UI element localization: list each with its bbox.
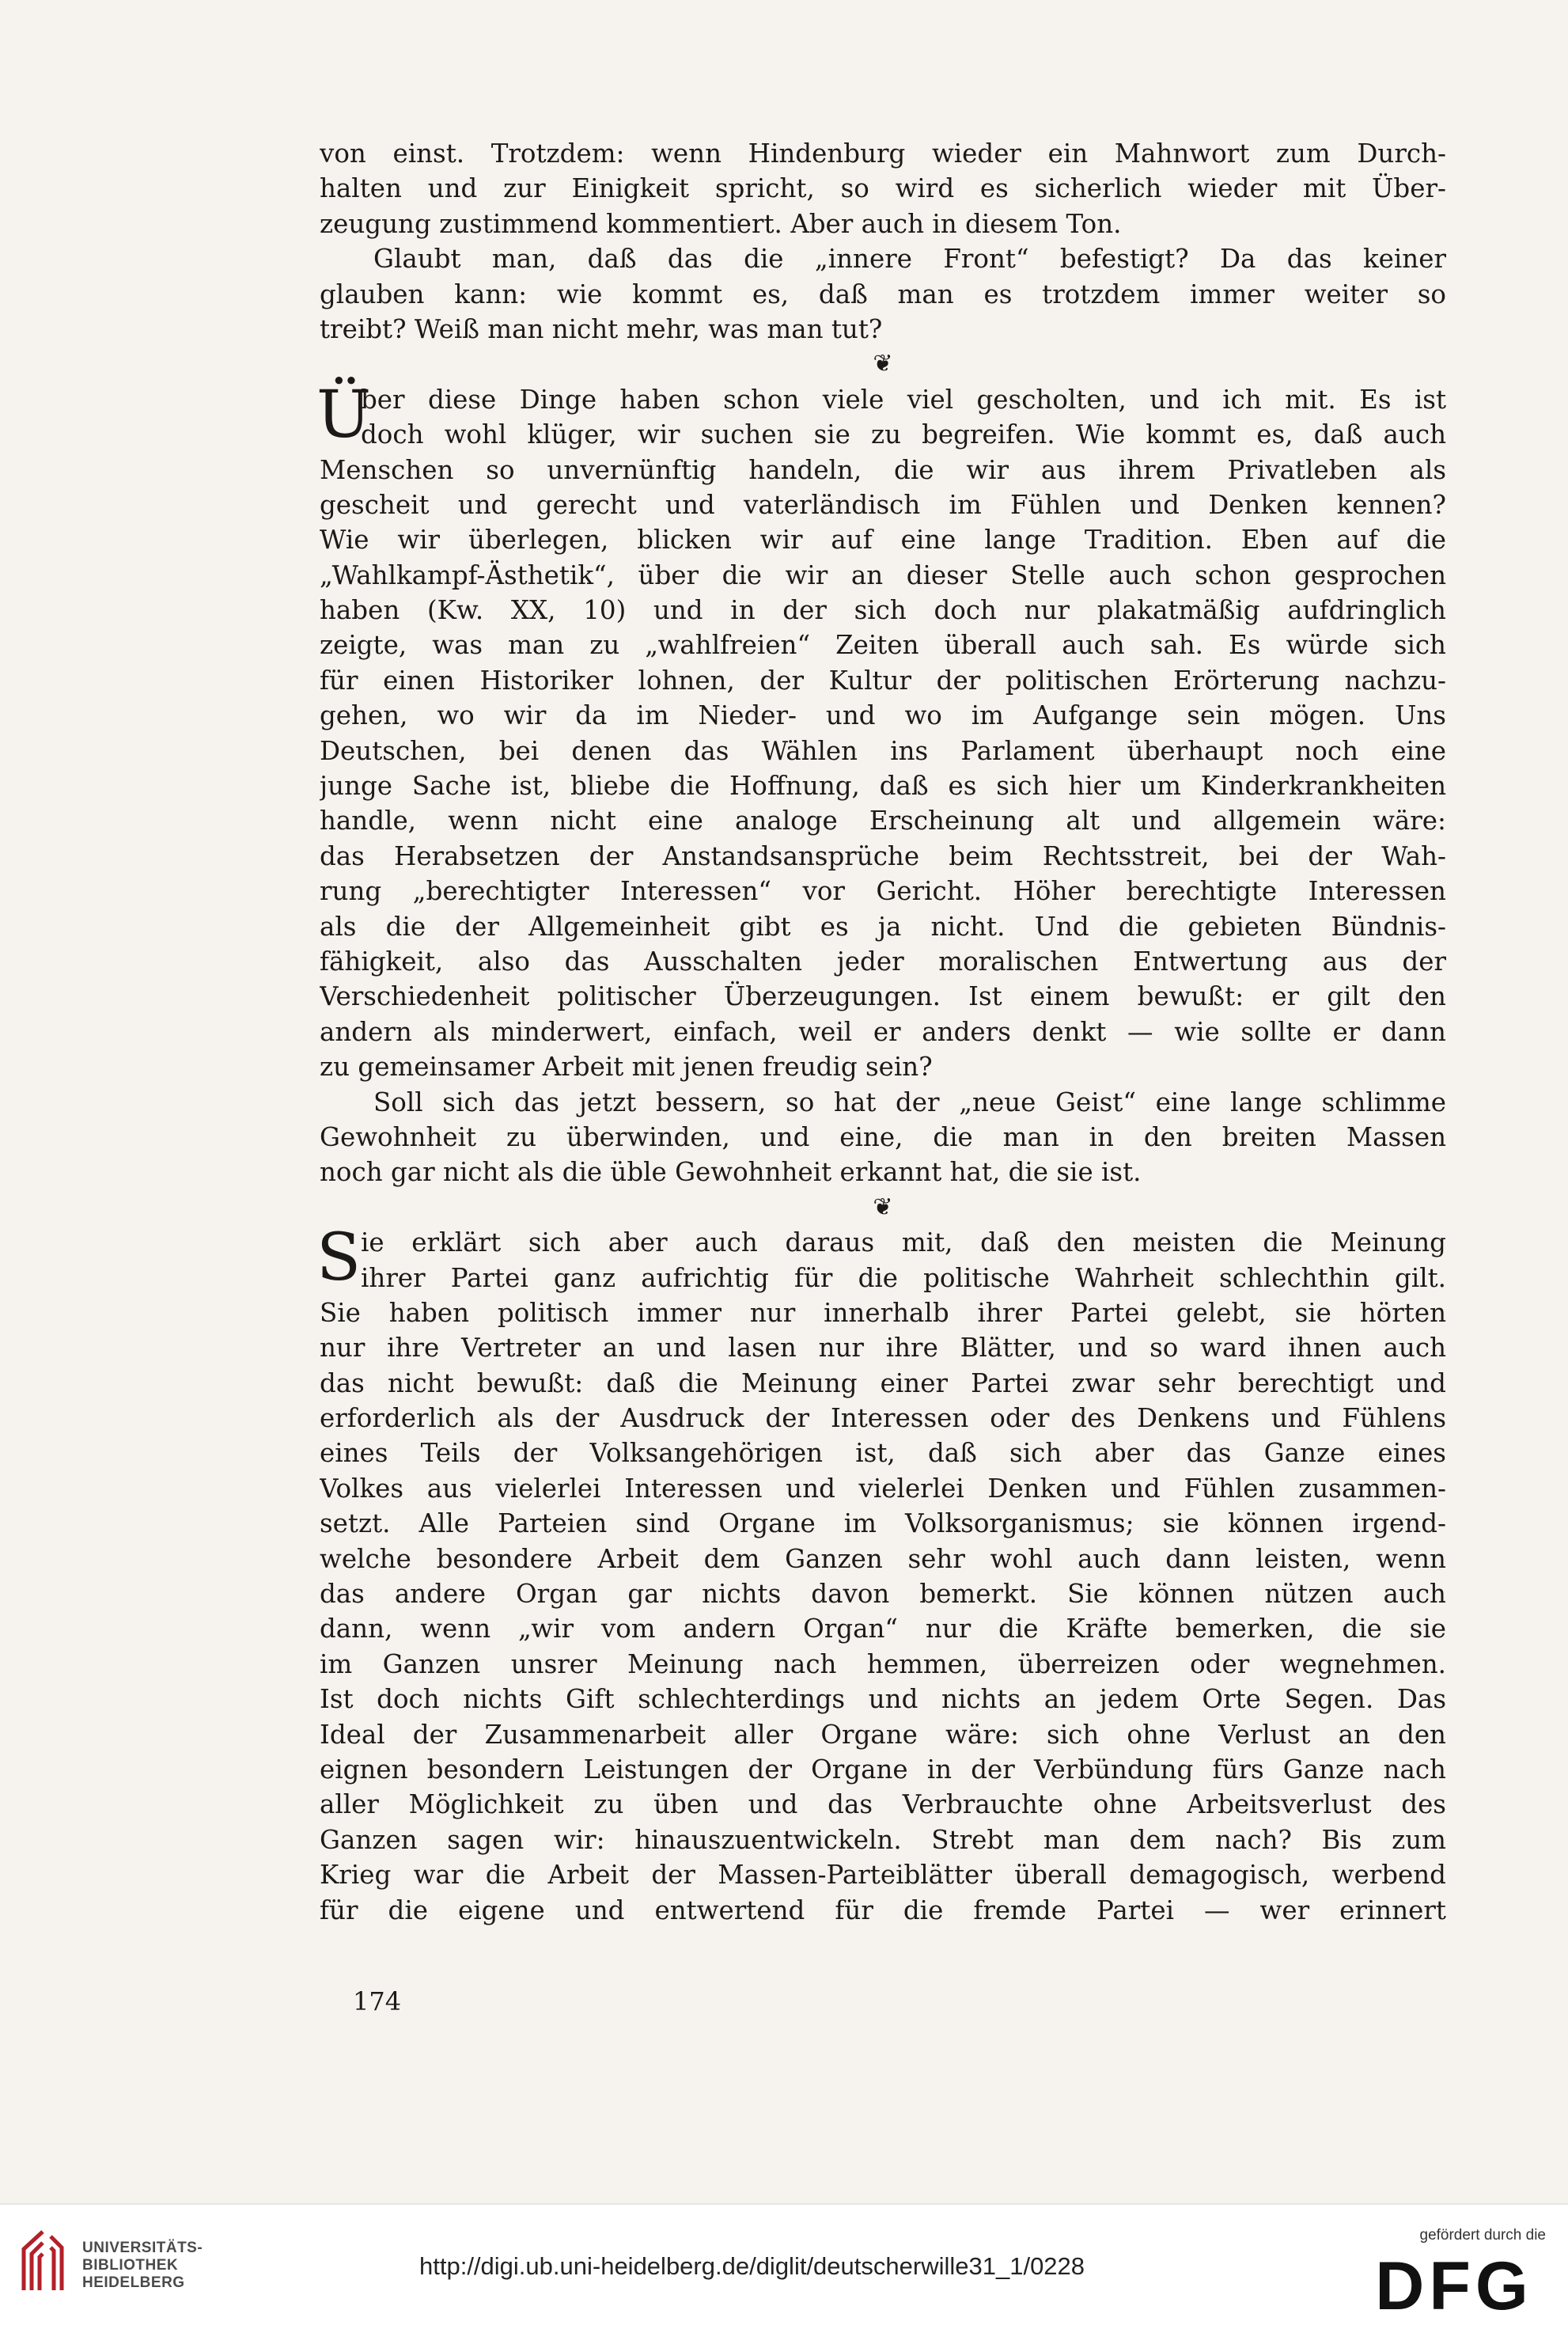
text-line-content: handle, wenn nicht eine analoge Erscheinung alt und allgemein wäre: <box>320 806 1446 836</box>
text-line-content: nur ihre Vertreter an und lasen nur ihre Blätter, und so ward ihnen auch <box>320 1333 1446 1364</box>
text-line <box>320 453 1446 487</box>
text-line <box>320 277 1446 312</box>
text-line <box>320 417 1446 452</box>
text-line-content: setzt. Alle Parteien sind Organe im Volksorganismus; sie können irgend- <box>320 1508 1446 1539</box>
text-line <box>320 522 1446 557</box>
text-line <box>320 1857 1446 1892</box>
text-line <box>320 171 1446 206</box>
text-line-content: dann, wenn „wir vom andern Organ“ nur die Kräfte bemerken, die sie <box>320 1614 1446 1644</box>
text-line <box>320 1295 1446 1330</box>
text-line <box>320 1576 1446 1611</box>
dfg-logo-icon <box>1362 2254 1546 2317</box>
text-line-content: junge Sache ist, bliebe die Hoffnung, daß es sich hier um Kinderkrankheiten <box>320 771 1446 802</box>
text-line <box>320 1717 1446 1752</box>
text-line <box>320 734 1446 768</box>
text-line-content: haben (Kw. XX, 10) und in der sich doch nur plakatmäßig aufdringlich <box>320 595 1446 626</box>
text-line-content: fähigkeit, also das Ausschalten jeder moralischen Entwertung aus der <box>320 946 1446 977</box>
permalink-url[interactable]: http://digi.ub.uni-heidelberg.de/diglit/deutscherwille31_1/0228 <box>419 2252 1085 2280</box>
text-line <box>320 1401 1446 1436</box>
text-line <box>320 663 1446 698</box>
text-line-content: noch gar nicht als die üble Gewohnheit erkannt hat, die sie ist. <box>320 1157 1142 1188</box>
text-line <box>320 803 1446 838</box>
text-line <box>320 558 1446 593</box>
text-line <box>320 1682 1446 1716</box>
text-line-content: Volkes aus vielerlei Interessen und vielerlei Denken und Fühlen zusammen- <box>320 1473 1446 1504</box>
text-line-content: Wie wir überlegen, blicken wir auf eine lange Tradition. Eben auf die <box>320 525 1446 556</box>
text-line-content: Krieg war die Arbeit der Massen-Parteiblätter überall demagogisch, werbend <box>320 1860 1446 1891</box>
text-line-content: Verschiedenheit politischer Überzeugungen. Ist einem bewußt: er gilt den <box>320 981 1446 1012</box>
text-line-content: eines Teils der Volksangehörigen ist, daß sich aber das Ganze eines <box>320 1438 1446 1469</box>
text-line <box>320 979 1446 1014</box>
text-line <box>320 1506 1446 1541</box>
text-line-content: Soll sich das jetzt bessern, so hat der „neue Geist“ eine lange schlimme <box>373 1087 1446 1117</box>
text-line-content: für die eigene und entwertend für die fremde Partei — wer erinnert <box>320 1895 1446 1925</box>
text-line-content: welche besondere Arbeit dem Ganzen sehr wohl auch dann leisten, wenn <box>320 1543 1446 1574</box>
text-line-content: ie erklärt sich aber auch daraus mit, daß den meisten die Meinung <box>361 1227 1446 1258</box>
page-number: 174 <box>353 1986 402 2016</box>
text-line-content: zu gemeinsamer Arbeit mit jenen freudig sein? <box>320 1052 933 1083</box>
text-line-content: rung „berechtigter Interessen“ vor Gericht. Höher berechtigte Interessen <box>320 876 1446 907</box>
text-line <box>320 1085 1446 1120</box>
text-line <box>320 944 1446 979</box>
text-line-content: zeugung zustimmend kommentiert. Aber auch in diesem Ton. <box>320 208 1122 239</box>
drop-cap: S <box>316 1220 362 1296</box>
text-line <box>320 1366 1446 1401</box>
text-line-content: andern als minderwert, einfach, weil er anders denkt — wie sollte er dann <box>320 1016 1446 1047</box>
library-name-line: UNIVERSITÄTS- <box>82 2240 203 2256</box>
funded-by-label: gefördert durch die <box>1419 2227 1546 2244</box>
library-name-line: BIBLIOTHEK <box>82 2257 179 2274</box>
text-line-content: gehen, wo wir da im Nieder- und wo im Aufgange sein mögen. Uns <box>320 700 1446 731</box>
text-line-content: Ideal der Zusammenarbeit aller Organe wäre: sich ohne Verlust an den <box>320 1719 1446 1750</box>
text-line <box>320 628 1446 662</box>
text-line <box>320 593 1446 628</box>
text-line <box>320 1436 1446 1470</box>
text-line-content: als die der Allgemeinheit gibt es ja nicht. Und die gebieten Bündnis- <box>320 911 1446 942</box>
text-line <box>320 136 1446 171</box>
dfg-logo-text: DFG <box>1375 2254 1533 2317</box>
text-line <box>320 1120 1446 1155</box>
text-line <box>320 698 1446 733</box>
text-line <box>320 839 1446 874</box>
text-line-content: Menschen so unvernünftig handeln, die wir aus ihrem Privatleben als <box>320 454 1446 485</box>
text-line-content: gescheit und gerecht und vaterländisch im Fühlen und Denken kennen? <box>320 489 1446 520</box>
text-line-content: im Ganzen unsrer Meinung nach hemmen, überreizen oder wegnehmen. <box>320 1648 1446 1679</box>
text-line-content: das andere Organ gar nichts davon bemerkt. Sie können nützen auch <box>320 1579 1446 1610</box>
text-line-content: erforderlich als der Ausdruck der Interessen oder des Denkens und Fühlens <box>320 1403 1446 1434</box>
text-line-content: treibt? Weiß man nicht mehr, was man tut? <box>320 313 883 344</box>
text-block <box>316 136 1446 1928</box>
text-line-content: ihrer Partei ganz aufrichtig für die politische Wahrheit schlechthin gilt. <box>361 1262 1446 1293</box>
text-line-content: „Wahlkampf-Ästhetik“, über die wir an dieser Stelle auch schon gesprochen <box>320 559 1446 590</box>
text-line <box>320 1330 1446 1365</box>
text-line-content: Sie haben politisch immer nur innerhalb ihrer Partei gelebt, sie hörten <box>320 1297 1446 1328</box>
text-line <box>320 1015 1446 1049</box>
text-line <box>320 1261 1446 1295</box>
text-line-content: Ist doch nichts Gift schlechterdings und nichts an jedem Orte Segen. Das <box>320 1684 1446 1715</box>
text-line-content: ber diese Dinge haben schon viele viel gescholten, und ich mit. Es ist <box>361 384 1446 415</box>
text-line <box>320 1471 1446 1506</box>
text-line-content: aller Möglichkeit zu üben und das Verbrauchte ohne Arbeitsverlust des <box>320 1789 1446 1820</box>
library-name <box>82 2240 203 2292</box>
text-line <box>320 241 1446 276</box>
university-library-logo-icon <box>19 2228 66 2295</box>
text-line <box>320 1155 1446 1189</box>
viewer-footer <box>0 2203 1568 2329</box>
text-line-content: das Herabsetzen der Anstandsansprüche beim Rechtsstreit, bei der Wah- <box>320 840 1446 871</box>
text-line <box>320 1049 1446 1084</box>
section-ornament: ❦ <box>873 1193 893 1221</box>
text-line <box>320 1611 1446 1646</box>
text-line <box>320 207 1446 241</box>
text-line-content: eignen besondern Leistungen der Organe in der Verbündung fürs Ganze nach <box>320 1754 1446 1785</box>
text-line <box>320 1647 1446 1682</box>
text-line-content: das nicht bewußt: daß die Meinung einer Partei zwar sehr berechtigt und <box>320 1367 1446 1398</box>
text-line <box>320 768 1446 803</box>
text-line-content: doch wohl klüger, wir suchen sie zu begreifen. Wie kommt es, daß auch <box>361 419 1446 450</box>
text-line-content: Deutschen, bei denen das Wählen ins Parlament überhaupt noch eine <box>320 735 1446 766</box>
text-line-content: halten und zur Einigkeit spricht, so wird es sicherlich wieder mit Über- <box>320 173 1446 204</box>
text-line <box>320 874 1446 908</box>
text-line-content: glauben kann: wie kommt es, daß man es trotzdem immer weiter so <box>320 279 1446 309</box>
section-ornament: ❦ <box>873 350 893 378</box>
text-line <box>320 1787 1446 1822</box>
text-line-content: Gewohnheit zu überwinden, und eine, die man in den breiten Massen <box>320 1121 1446 1152</box>
text-line <box>320 1542 1446 1576</box>
text-line-content: für einen Historiker lohnen, der Kultur der politischen Erörterung nachzu- <box>320 665 1446 696</box>
text-line-content: Ganzen sagen wir: hinauszuentwickeln. Strebt man dem nach? Bis zum <box>320 1824 1446 1855</box>
text-line-content: von einst. Trotzdem: wenn Hindenburg wieder ein Mahnwort zum Durch- <box>320 138 1446 169</box>
text-line <box>320 312 1446 347</box>
text-line <box>320 1893 1446 1928</box>
text-line-content: Glaubt man, daß das die „innere Front“ befestigt? Da das keiner <box>373 244 1446 275</box>
library-name-line: HEIDELBERG <box>82 2274 185 2291</box>
text-line <box>320 909 1446 944</box>
text-line <box>320 487 1446 522</box>
text-line <box>320 1823 1446 1857</box>
text-line-content: zeigte, was man zu „wahlfreien“ Zeiten überall auch sah. Es würde sich <box>320 630 1446 661</box>
text-line <box>320 1752 1446 1787</box>
drop-cap: Ü <box>316 377 372 453</box>
